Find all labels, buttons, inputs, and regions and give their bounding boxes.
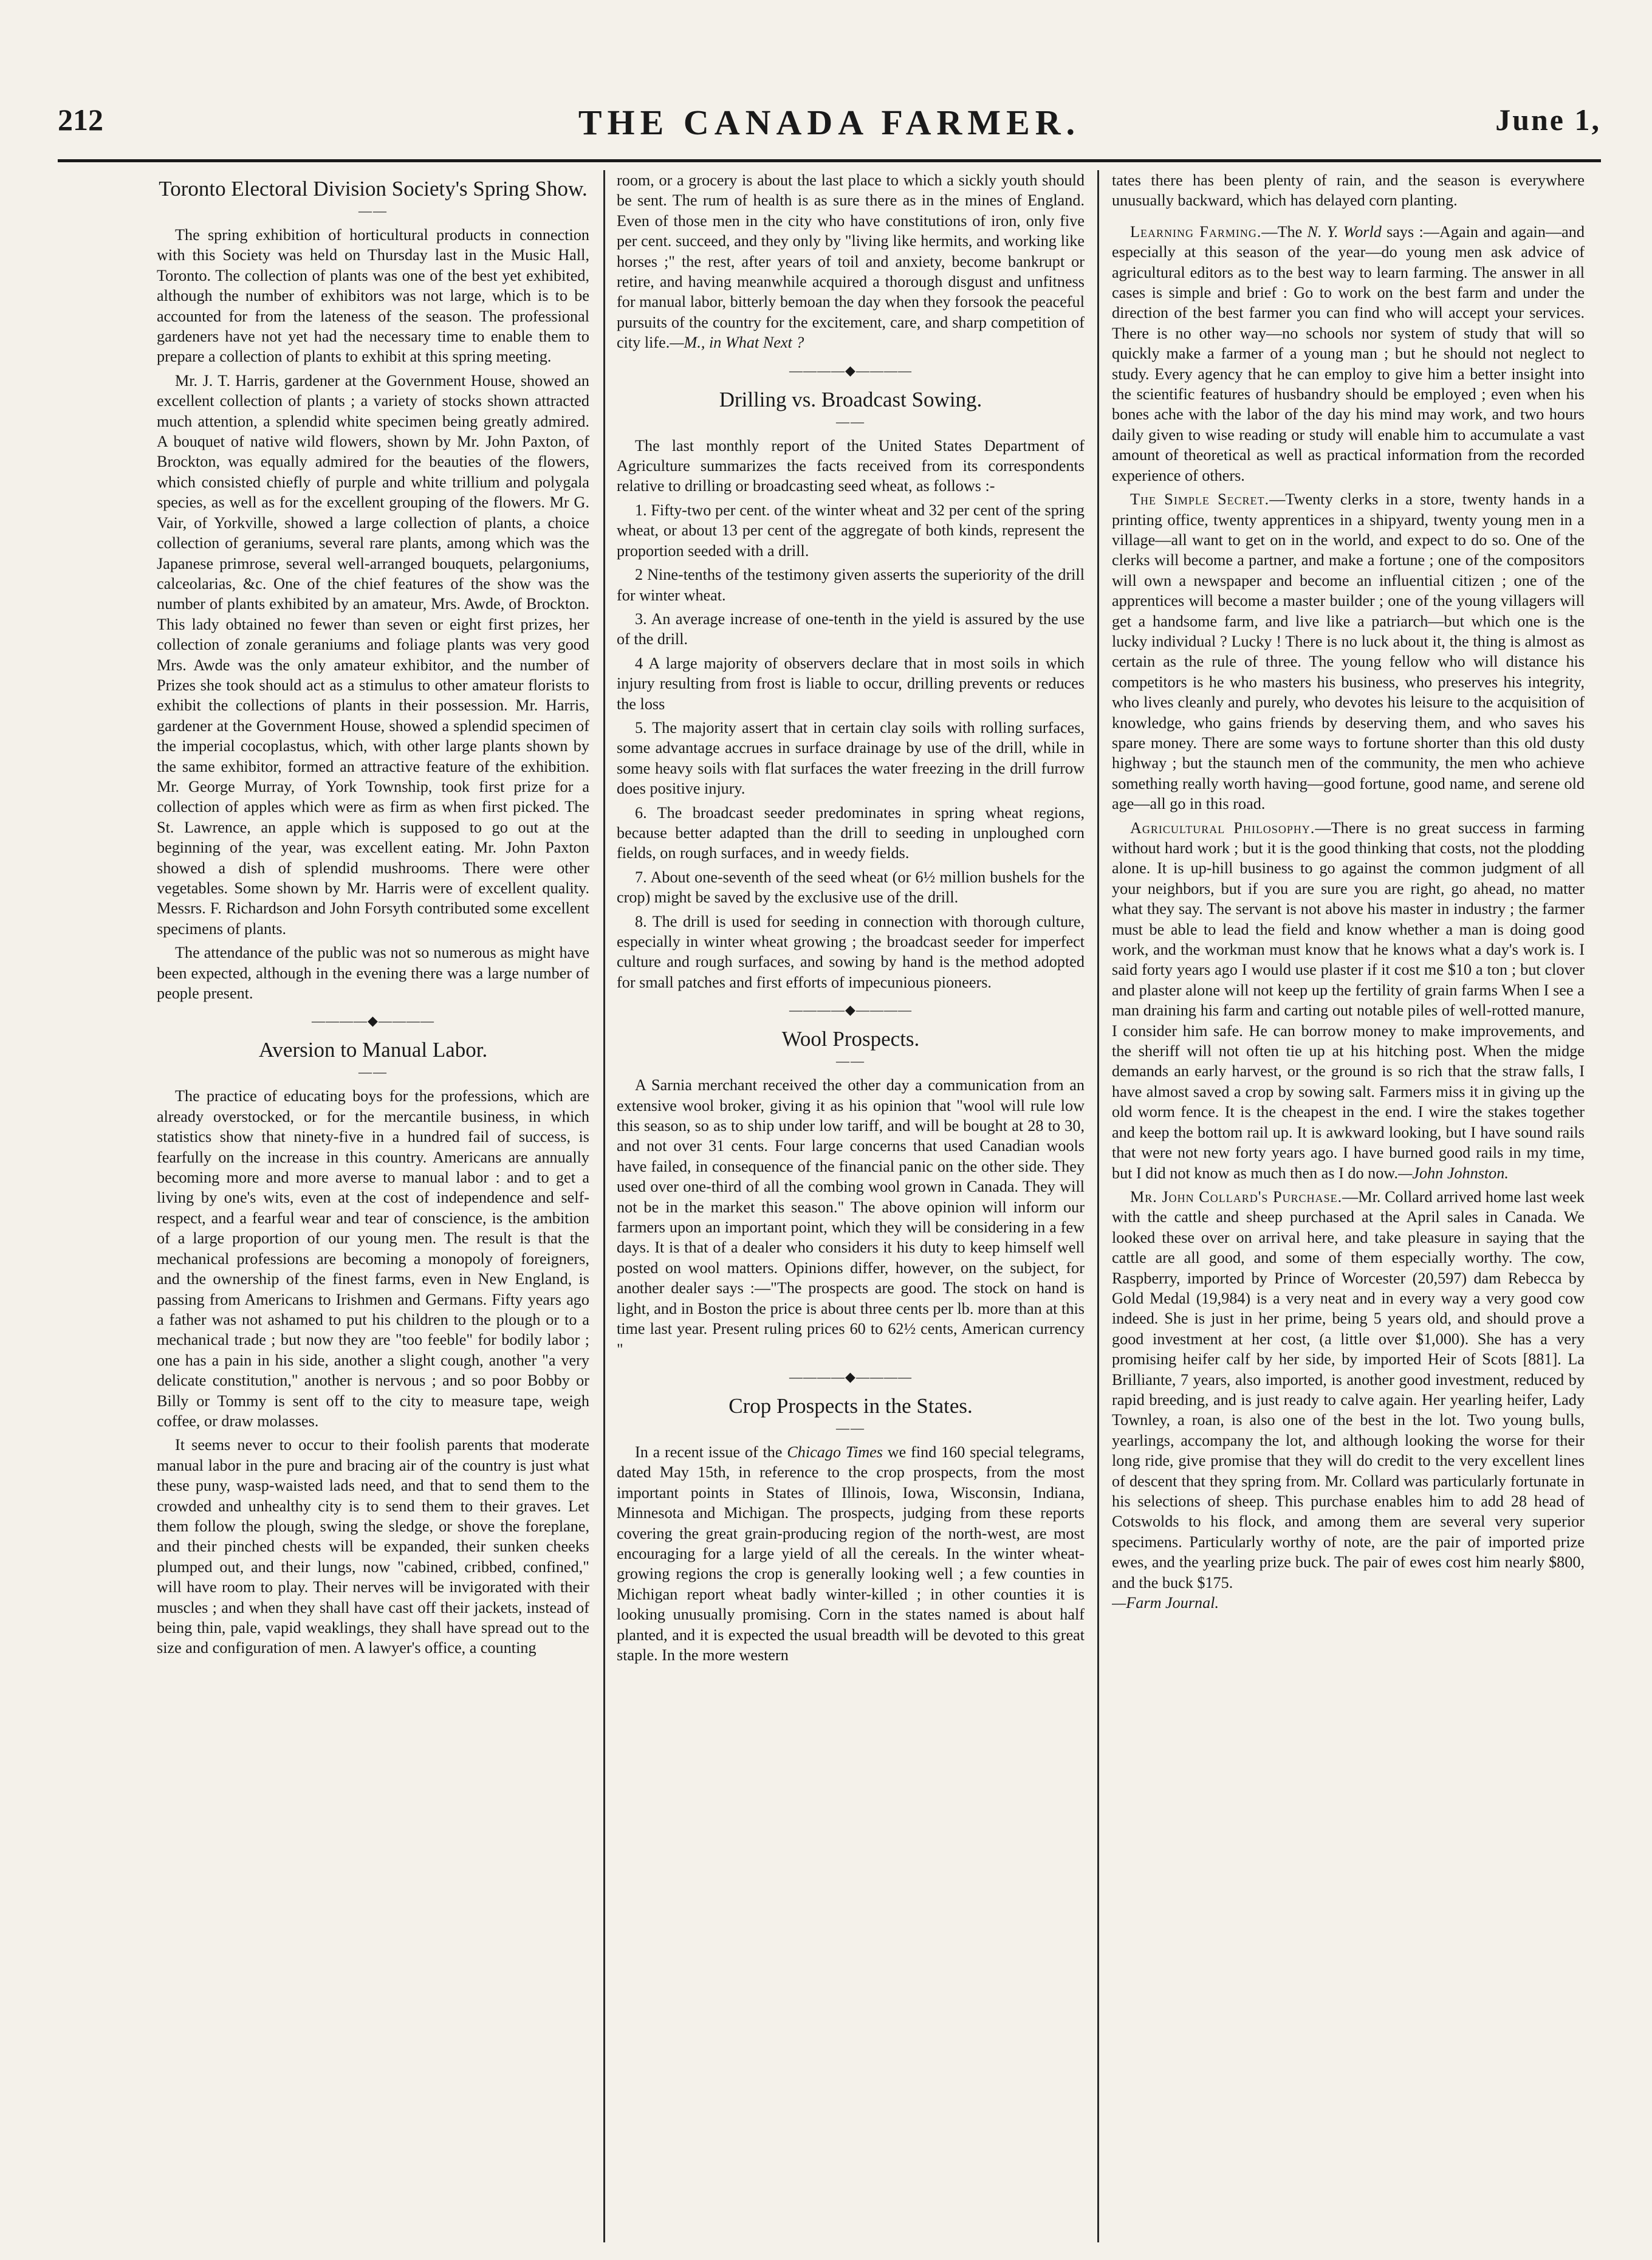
column-divider <box>603 170 605 2242</box>
column-1 <box>157 170 589 2242</box>
paragraph <box>1112 818 1585 1183</box>
article-title: Crop Prospects in the States. <box>728 1393 973 1418</box>
list-item: 8. The drill is used for seeding in connection with thorough culture, especially in winter wheat growing ; the broadcast seeder for imperfect culture and rough surfaces, and sowing by hand is the method adopted for small patches and first efforts of impecunious pioneers. <box>617 912 1085 991</box>
paragraph <box>1112 1187 1585 1613</box>
section-separator: ————◆———— <box>789 1002 912 1018</box>
paragraph-heading: The Simple Secret. <box>1130 490 1270 509</box>
article-title: Toronto Electoral Division Society's Spring Show. <box>159 177 588 201</box>
masthead <box>58 102 1601 157</box>
page-number: 212 <box>58 103 103 137</box>
paragraph <box>1112 489 1585 814</box>
paragraph-text: —There is no great success in farming without hard work ; but it is the good thinking that costs, not the plodding alone. It is up-hill business to go against the common judgment of all your neighbors, but if you are sure you are right, go ahead, no matter what they say. The servant is not above his master in industry ; the farmer must be able to lead the field and know whether a man is doing good work, and the workman must know that he knows what a day's work is. I said forty years ago I would use plaster if it cost me $10 a ton ; but clover and plaster alone will not keep up the fertility of grain farms When I see a man draining his farm and carting out notable piles of well-rotted manure, I consider him safe. He can borrow money to make improvements, and the sheriff will not often tie up at his hitching post. When the midge demands an early harvest, or the ground is so rich that the straw falls, I have almost saved a crop by sowing salt. Farmers miss it in giving up the old worm fence. It is the cheapest in the end. I wire the stakes together and keep the bottom rail up. It is awkward looking, but I have sound rails that were not new forty years ago. I have burned good rails in my time, but I did not know as much then as I do now. <box>1112 819 1585 1182</box>
issue-date: June 1, <box>1495 103 1601 137</box>
title-rule: —— <box>358 1064 388 1080</box>
paragraph: It seems never to occur to their foolish parents that moderate manual labor in the pure and bracing air of the country is just what these puny, wasp-waisted lads need, and that to send them to the crowded and unhealthy city is to send them to their graves. Let them follow the plough, swing the sledge, or shove the foreplane, and their pinched chests will be expanded, their sunken cheeks plumped out, and their lungs, now "cabined, cribbed, confined," will have room to play. Their nerves will be invigorated with their muscles ; and when they shall have cast off their jackets, instead of being thin, pale, vapid weaklings, they shall have spread out to the size and configuration of men. A lawyer's office, a counting <box>157 1436 589 1657</box>
article-title: Wool Prospects. <box>781 1027 920 1051</box>
list-item: 4 A large majority of observers declare that in most soils in which injury resulting from frost is liable to occur, drilling prevents or reduces the loss <box>617 654 1085 713</box>
publication-name: Chicago Times <box>787 1443 883 1461</box>
paragraph-heading: Agricultural Philosophy. <box>1130 819 1315 837</box>
paragraph <box>617 170 1085 353</box>
section-separator: ————◆———— <box>312 1013 434 1029</box>
paragraph-text: —Twenty clerks in a store, twenty hands in a printing office, twenty apprentices in a shipyard, twenty young men in a village—all want to get on in the world, and expect to do so. One of the clerks will become a partner, and make a fortune ; one of the compositors will own a newspaper and become an influential citizen ; one of the apprentices will become a master builder ; one of the young villagers will get a handsome farm, and live like a patriarch—but which one is the lucky individual ? Lucky ! There is no luck about it, the thing is almost as certain as the rule of three. The young fellow who will distance his competitors is he who masters his business, who preserves his integrity, who lives cleanly and purely, who devotes his leisure to the acquisition of knowledge, who gains friends by deserving them, and who saves his spare money. There are some ways to fortune shorter than this old dusty highway ; but the staunch men of the community, the men who achieve something really worth having—good fortune, good name, and serene old age—all go in this road. <box>1112 490 1585 813</box>
paragraph-text: —The <box>1261 222 1308 241</box>
section-separator: ————◆———— <box>789 362 912 378</box>
newspaper-title: THE CANADA FARMER. <box>578 103 1081 142</box>
paragraph-text: we find 160 special telegrams, dated May 15th, in reference to the crop prospects, from the most important points in States of Illinois, Iowa, Wisconsin, Indiana, Minnesota and Michigan. The prospects, judging from these reports covering the great grain-producing region of the north-west, are most encouraging for a large yield of all the cereals. In the winter wheat-growing regions the crop is generally looking well ; a few counties in Michigan report wheat badly winter-killed ; in other counties it is looking unusually promising. Corn in the states named is about half planted, and it is expected the usual breadth will be devoted to this great staple. In the more western <box>617 1443 1085 1664</box>
title-rule: —— <box>836 1420 865 1435</box>
paragraph-heading: Mr. John Collard's Purchase. <box>1130 1187 1343 1206</box>
list-item: 3. An average increase of one-tenth in the yield is assured by the use of the drill. <box>617 610 1085 648</box>
paragraph: The attendance of the public was not so numerous as might have been expected, although in the evening there was a large number of people present. <box>157 944 589 1003</box>
signature: —Farm Journal. <box>1112 1594 1219 1612</box>
article-title: Drilling vs. Broadcast Sowing. <box>719 387 982 411</box>
paragraph: The last monthly report of the United States Department of Agriculture summarizes the facts received from its correspondents relative to drilling or broadcasting seed wheat, as follows :- <box>617 436 1085 495</box>
section-separator: ————◆———— <box>789 1369 912 1384</box>
list-item: 2 Nine-tenths of the testimony given asserts the superiority of the drill for winter wheat. <box>617 566 1085 604</box>
paragraph-text: room, or a grocery is about the last place to which a sickly youth should be sent. The rum of health is as sure there as in the mines of England. Even of those men in the city who have constitutions of iron, only five per cent. succeed, and they only by "living like hermits, and working like horses ;" the rest, after years of toil and anxiety, become bankrupt or retire, and having meanwhile acquired a thorough disgust and unfitness for manual labor, bitterly bemoan the day when they forsook the peaceful pursuits of the country for the excitement, care, and sharp competition of city life. <box>617 171 1085 352</box>
list-item: 6. The broadcast seeder predominates in spring wheat regions, because better adapted than the drill to seeding in unploughed corn fields, on rough surfaces, and in weedy fields. <box>617 803 1085 862</box>
paragraph: Mr. J. T. Harris, gardener at the Government House, showed an excellent collection of plants ; a variety of stocks shown attracted much attention, a splendid white specimen being greatly admired. A bouquet of native wild flowers, shown by Mr. John Paxton, of Brockton, was equally admired for the beauties of the flowers, which consisted chiefly of purple and white trillium and polygala species, as well as for the excellent grouping of the flowers. Mr G. Vair, of Yorkville, showed a large collection of plants, a choice collection of geraniums, several rare plants, among which was the Japanese primrose, several well-arranged bouquets, pelargoniums, calceolarias, &c. One of the chief features of the show was the number of plants exhibited by an amateur, Mrs. Awde, of Brockton. This lady obtained no fewer than seven or eight first prizes, her collection of zonale geraniums and foliage plants was very good Mrs. Awde was the only amateur exhibitor, and the number of Prizes she took should act as a stimulus to other amateur florists to exhibit the collections of plants in their possession. Mr. Harris, gardener at the Government House, showed a splendid specimen of the imperial cocoplastus, which, with other large plants shown by the same exhibitor, formed an attractive feature of the exhibition. Mr. George Murray, of York Township, took first prize for a collection of apples which were as firm as when first picked. The St. Lawrence, an apple which is supposed to go out at the beginning of the year, was excellent eating. Mr. John Paxton showed a dish of splendid mushrooms. There were other vegetables. Some shown by Mr. Harris were of excellent quality. Messrs. F. Richardson and John Forsyth contributed some excellent specimens of plants. <box>157 371 589 938</box>
paragraph-heading: Learning Farming. <box>1130 222 1262 241</box>
masthead-rule <box>58 159 1601 162</box>
signature: —John Johnston. <box>1398 1164 1509 1182</box>
publication-name: N. Y. World <box>1307 222 1382 241</box>
paragraph: tates there has been plenty of rain, and the season is everywhere unusually backward, which has delayed corn planting. <box>1112 171 1585 210</box>
paragraph-text: —Mr. Collard arrived home last week with the cattle and sheep purchased at the April sales in Canada. We looked these over on arrival here, and take pleasure in saying that the cattle are all good, and some of them especially worthy. The cow, Raspberry, imported by Prince of Worcester (20,597) dam Rebecca by Gold Medal (19,984) is a very neat and in every way a very good cow indeed. She is just in her prime, being 5 years old, and should prove a good investment at her cost, (a little over $1,000). She has a very promising heifer calf by her side, by imported Heir of Scots [881]. La Brilliante, 7 years, also imported, is another good investment, reduced by rapid breeding, and is just ready to calve again. Her yearling heifer, Lady Townley, a roan, is also one of the best in the lot. Two young bulls, yearlings, accompany the lot, and although looking the worse for their long ride, give promise that they will do credit to the very excellent lines of descent that they spring from. Mr. Collard was particularly fortunate in his selections of sheep. This purchase enables him to add 28 head of Cotswolds to his flock, and among them are several very superior specimens. Particularly worthy of note, are the pair of imported prize ewes, and the yearling prize buck. The pair of ewes cost him nearly $800, and the buck $175. <box>1112 1187 1585 1592</box>
paragraph <box>1112 222 1585 486</box>
paragraph: The spring exhibition of horticultural products in connection with this Society was held on Thursday last in the Music Hall, Toronto. The collection of plants was one of the best yet exhibited, although the number of exhibitors was not large, which is to be accounted for from the lateness of the season. The professional gardeners have not yet had the necessary time to enable them to prepare a collection of plants to exhibit at this spring meeting. <box>157 226 589 366</box>
column-3 <box>1112 170 1585 2242</box>
paragraph-text: says :—Again and again—and especially at this season of the year—do young men ask advice of agricultural editors as to the best way to learn farming. The answer in all cases is simple and brief : Go to work on the best farm and under the direction of the best farmer you can find who will accept your services. There is no other way—no schools nor system of study that will so quickly make a farmer of a young man ; but he should not neglect to study. Every agency that he can employ to give him a better insight into the scientific features of husbandry should be employed ; even when his bones ache with the labor of the day his mind may work, and two hours daily given to wise reading or study will enable him to accumulate a vast amount of theoretical as well as practical information from the recorded experience of others. <box>1112 222 1585 484</box>
title-rule: —— <box>836 413 865 429</box>
paragraph-text: In a recent issue of the <box>635 1443 787 1461</box>
paragraph: A Sarnia merchant received the other day a communication from an extensive wool broker, giving it as his opinion that "wool will rule low this season, so as to ship under low tariff, and will be bought at 28 to 30, and not over 31 cents. Four large concerns that used Canadian wools have failed, in consequence of the financial panic on the other side. They used over one-third of all the combing wool grown in Canada. They will not be in the market this season." The above opinion will inform our farmers upon an important point, which they will be considering in a few days. It is that of a dealer who considers it his duty to keep himself well posted on wool matters. Opinions differ, however, on the subject, for another dealer says :—"The prospects are good. The stock on hand is light, and in Boston the price is about three cents per lb. more than at this time last year. Present ruling prices 60 to 62½ cents, American currency " <box>617 1076 1085 1358</box>
list-item: 5. The majority assert that in certain clay soils with rolling surfaces, some advantage accrues in surface drainage by use of the drill, while in some heavy soils with flat surfaces the water freezing in the drill furrow does positive injury. <box>617 718 1085 798</box>
column-divider <box>1097 170 1099 2242</box>
signature: —M., in What Next ? <box>670 334 804 352</box>
article-title: Aversion to Manual Labor. <box>258 1038 488 1062</box>
title-rule: —— <box>836 1053 865 1069</box>
paragraph <box>617 1442 1085 1665</box>
title-rule: —— <box>358 203 388 218</box>
paragraph: The practice of educating boys for the professions, which are already overstocked, or for the mercantile business, in which statistics show that ninety-five in a hundred fail of success, is fearfully on the increase in this country. Americans are annually becoming more and more averse to manual labor : and to get a living by one's wits, even at the cost of independence and self-respect, and a fearful wear and tear of conscience, is the ambition of a large proportion of our young men. The result is that the mechanical professions are becoming a monopoly of foreigners, and the ownership of the finest farms, even in New England, is passing from Americans to Irishmen and Germans. Fifty years ago a father was not ashamed to put his children to the plough or to a mechanical trade ; but now they are "too feeble" for bodily labor ; one has a pain in his side, another a slight cough, another "a very delicate constitution," another is nervous ; and so poor Bobby or Billy or Tommy is sent off to the city to measure tape, weigh coffee, or draw molasses. <box>157 1087 589 1430</box>
list-item: 7. About one-seventh of the seed wheat (or 6½ million bushels for the crop) might be saved by the exclusive use of the drill. <box>617 868 1085 907</box>
list-item: 1. Fifty-two per cent. of the winter wheat and 32 per cent of the spring wheat, or about 13 per cent of the aggregate of both kinds, represent the proportion seeded with a drill. <box>617 501 1085 560</box>
column-2 <box>617 170 1085 2242</box>
